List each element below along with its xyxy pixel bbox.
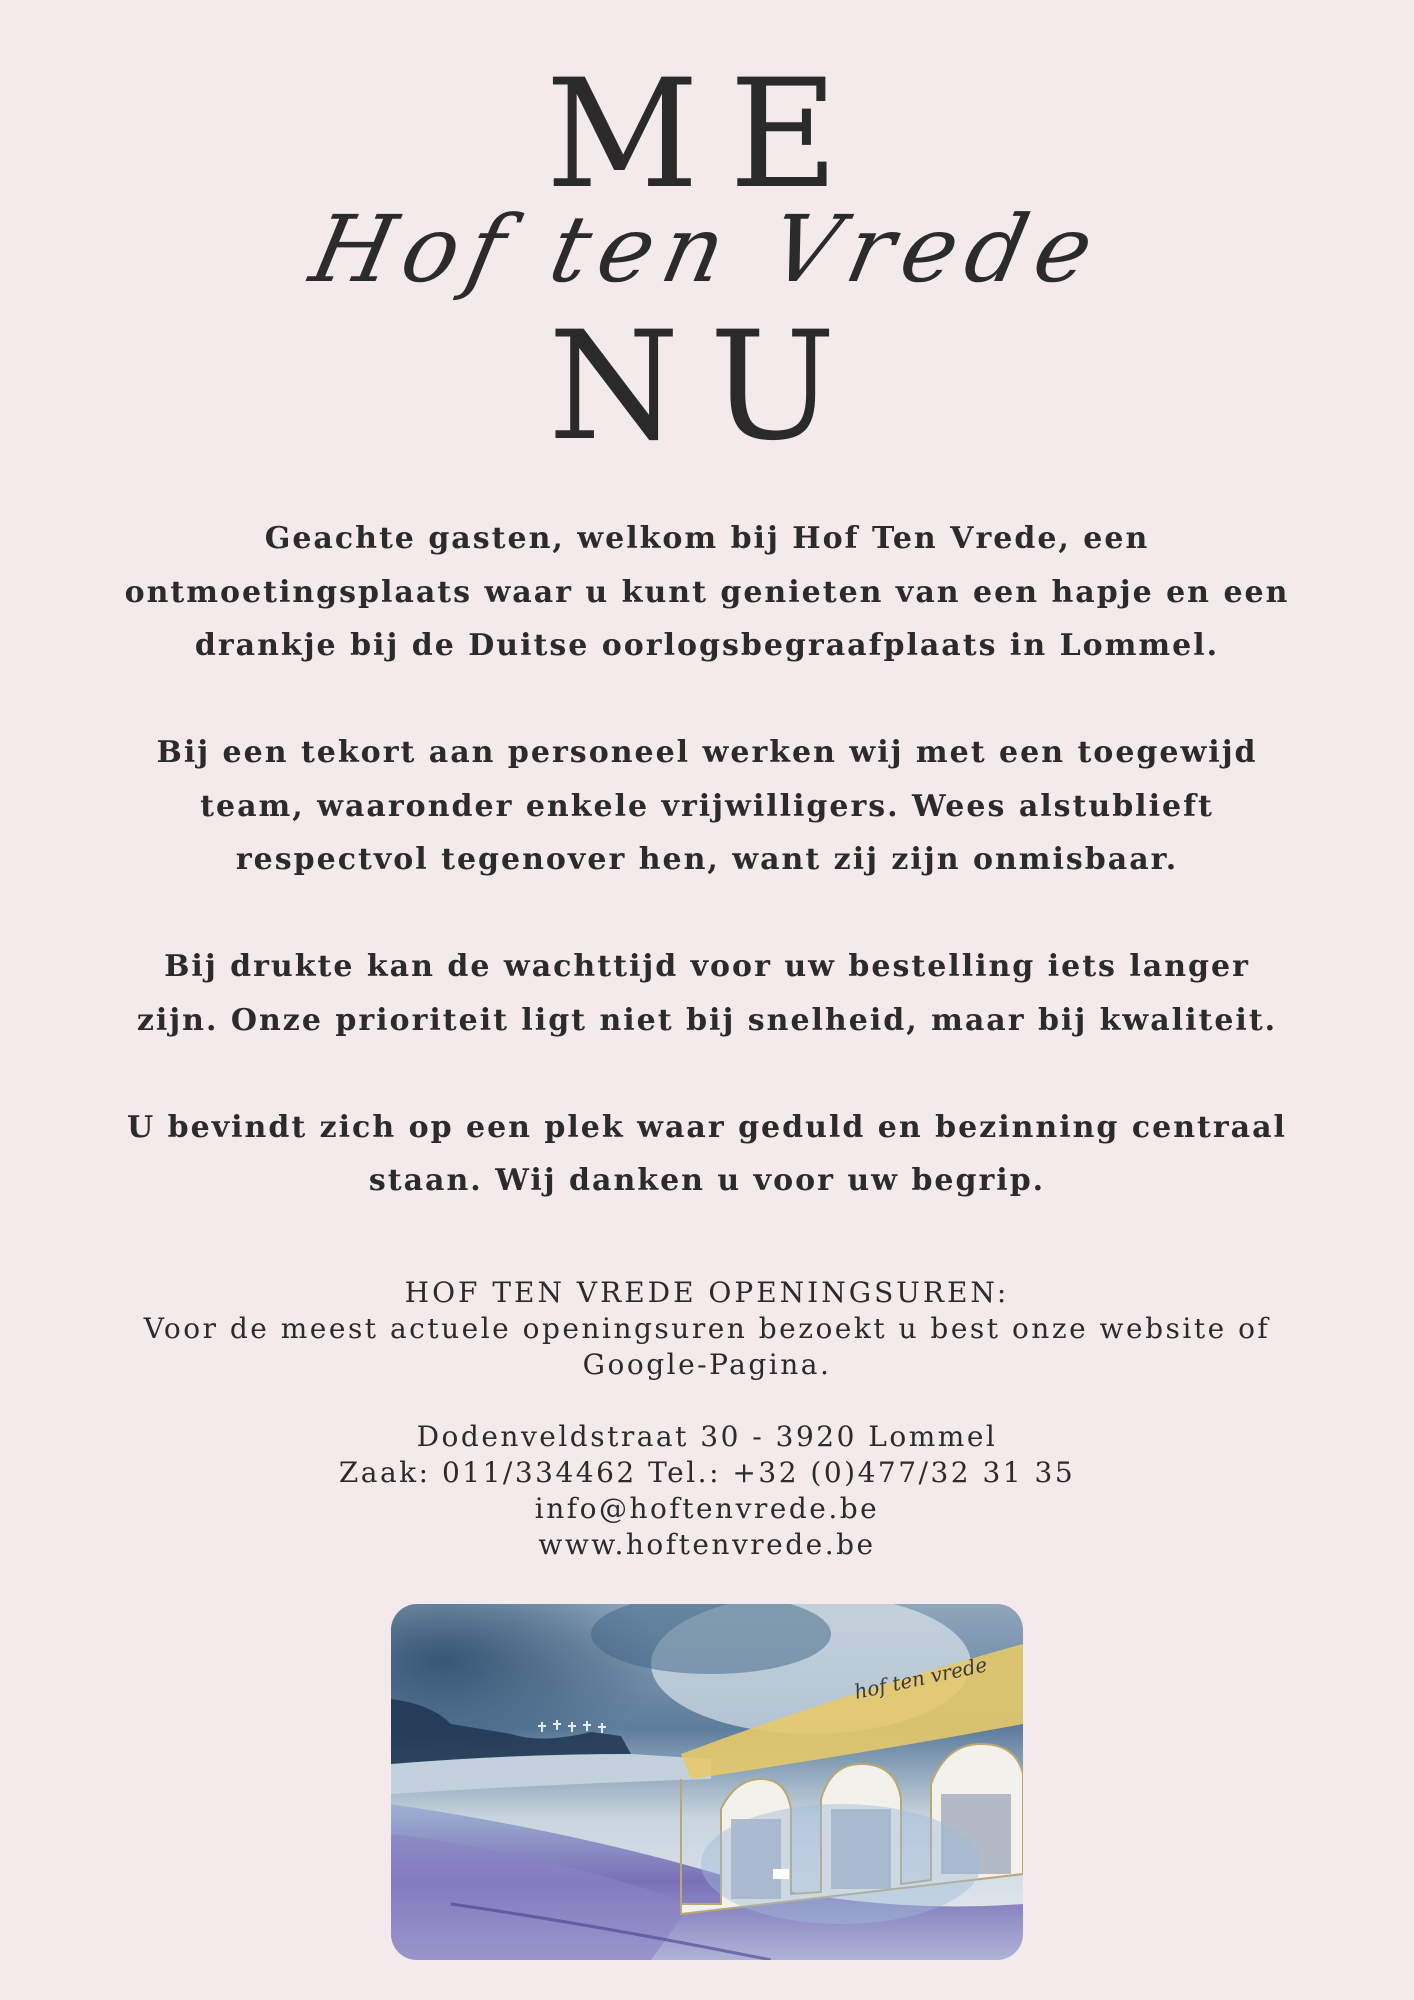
opening-hours-title: HOF TEN VREDE OPENINGSUREN: bbox=[404, 1276, 1010, 1309]
website-link[interactable]: www.hoftenvrede.be bbox=[538, 1528, 876, 1561]
waiting-time-paragraph: Bij drukte kan de wachttijd voor uw bestelling iets langer zijn. Onze prioriteit ligt niet bij snelheid, maar bij kwaliteit. bbox=[136, 949, 1278, 1038]
phone-numbers: Zaak: 011/334462 Tel.: +32 (0)477/32 31 35 bbox=[338, 1456, 1076, 1489]
email-link[interactable]: info@hoftenvrede.be bbox=[534, 1492, 880, 1525]
address: Dodenveldstraat 30 - 3920 Lommel bbox=[416, 1420, 998, 1453]
staff-paragraph: Bij een tekort aan personeel werken wij met een toegewijd team, waaronder enkele vrijwilligers. Wees alstublieft respectvol tegenover hen, want zij zijn onmisbaar. bbox=[156, 735, 1258, 877]
welcome-text bbox=[120, 512, 1294, 1261]
watercolor-painting bbox=[391, 1604, 1023, 1960]
opening-hours-section bbox=[100, 1275, 1314, 1563]
welcome-paragraph: Geachte gasten, welkom bij Hof Ten Vrede, een ontmoetingsplaats waar u kunt genieten van een hapje en een drankje bij de Duitse oorlogsbegraafplaats in Lommel. bbox=[124, 521, 1290, 663]
menu-title bbox=[0, 0, 1414, 474]
thanks-paragraph: U bevindt zich op een plek waar geduld en bezinning centraal staan. Wij danken u voor uw begrip. bbox=[127, 1109, 1287, 1198]
menu-title-bottom: NU bbox=[548, 300, 866, 474]
painting-caption: hof ten vrede bbox=[852, 1652, 990, 1704]
opening-hours-text: Voor de meest actuele openingsuren bezoekt u best onze website of Google-Pagina. bbox=[143, 1312, 1271, 1381]
menu-title-top: ME bbox=[545, 48, 869, 222]
restaurant-name-script: Hof ten Vrede bbox=[302, 196, 1112, 303]
